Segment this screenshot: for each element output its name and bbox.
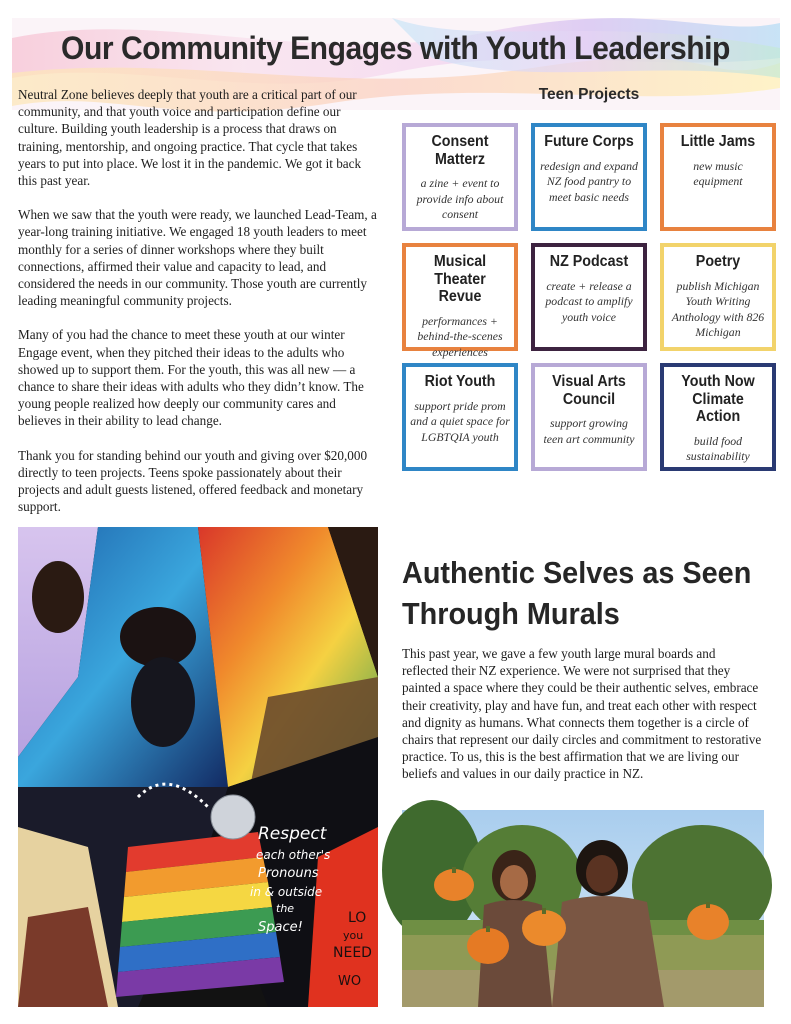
project-description: build food sustainability — [686, 433, 750, 463]
intro-paragraph: Many of you had the chance to meet these youth at our winter Engage event, when they pitched their ideas to the adults who showed up to support them. For the youth, this was all new — a chance to share their ideas with adults who they didn’t know. The young people realized how deeply our community cares and believes in their ability to lead change. — [18, 327, 364, 429]
youth-pumpkins-photo — [402, 810, 764, 1007]
murals-body: This past year, we gave a few youth large mural boards and reflected their NZ experience. We were not surprised that they painted a space where they could be their authentic selves, embrace their creativity, play and have fun, and treat each other with respect and dignity as humans. What connects them together is a circle of chairs that represent our daily circles and commitment to restorative practice. To us, this is the best affirmation that we are living our beliefs and values in our daily practice in NZ. — [402, 646, 762, 782]
project-card-musical-theater-revue — [402, 243, 518, 359]
project-description: performances + behind-the-scenes experiences — [417, 313, 503, 359]
teen-projects-heading: Teen Projects — [538, 86, 640, 103]
project-card-youth-now-climate-action — [660, 363, 776, 471]
project-name: Little Jams — [680, 133, 756, 150]
project-name: Poetry — [695, 253, 741, 270]
intro-text — [18, 86, 380, 532]
project-name: Musical Theater Revue — [433, 253, 487, 305]
mural-text: Pronouns — [258, 866, 319, 881]
intro-paragraph: Thank you for standing behind our youth and giving over $20,000 directly to teen projects. Teens spoke passionately about their projects and adult guests listened, offered feedback and monetary support. — [18, 447, 368, 515]
mural-text: WO — [338, 974, 362, 989]
project-name: Consent Matterz — [431, 133, 489, 168]
project-card-visual-arts-council — [531, 363, 647, 471]
project-card-consent-matterz — [402, 123, 518, 231]
page-title: Our Community Engages with Youth Leadership — [61, 30, 730, 66]
mural-text: Space! — [258, 920, 303, 935]
project-card-little-jams — [660, 123, 776, 231]
project-description: support growing teen art community — [543, 416, 635, 446]
project-description: new music equipment — [693, 158, 743, 188]
murals-heading: Authentic Selves as Seen Through Murals — [402, 555, 752, 631]
mural-text: in & outside — [250, 885, 323, 899]
project-name: Visual Arts Council — [552, 373, 626, 408]
mural-text: NEED — [333, 945, 372, 961]
mural-text: each other's — [256, 848, 331, 862]
project-description: create + release a podcast to amplify youth voice — [545, 278, 633, 324]
project-card-future-corps — [531, 123, 647, 231]
project-description: support pride prom and a quiet space for LGBTQIA youth — [410, 398, 510, 444]
intro-paragraph: When we saw that the youth were ready, we launched Lead-Team, a year-long training initiative. We engaged 18 youth leaders to meet monthly for a series of dinner workshops where they built connections, affirmed their value and capacity to lead, and considered the needs in our community. Those youth are currently leading meaningful community projects. — [18, 207, 377, 309]
project-description: redesign and expand NZ food pantry to meet basic needs — [540, 158, 638, 204]
project-name: Future Corps — [544, 133, 634, 150]
mural-text: you — [343, 929, 364, 942]
project-name: NZ Podcast — [549, 253, 629, 270]
project-name: Riot Youth — [424, 373, 496, 390]
mural-text: the — [276, 902, 295, 915]
intro-paragraph: Neutral Zone believes deeply that youth are a critical part of our community, and that youth voice and participation define our culture. Building youth leadership is a process that draws on training, mentorship, and ongoing practice. That cycle that takes years to put into place. We lost it in the pandemic. We got it back this past year. — [18, 87, 362, 189]
mural-text: LO — [348, 910, 367, 926]
photo-illustration — [402, 810, 764, 1007]
mural-text: Respect — [258, 824, 327, 844]
mural-painting — [18, 527, 378, 1007]
project-name: Youth Now Climate Action — [681, 373, 755, 425]
teen-projects-grid — [402, 123, 776, 471]
project-description: a zine + event to provide info about consent — [416, 176, 504, 221]
project-card-poetry — [660, 243, 776, 351]
project-description: publish Michigan Youth Writing Anthology with 826 Michigan — [671, 278, 765, 339]
project-card-nz-podcast — [531, 243, 647, 351]
mural-image — [18, 527, 378, 1007]
project-card-riot-youth — [402, 363, 518, 471]
